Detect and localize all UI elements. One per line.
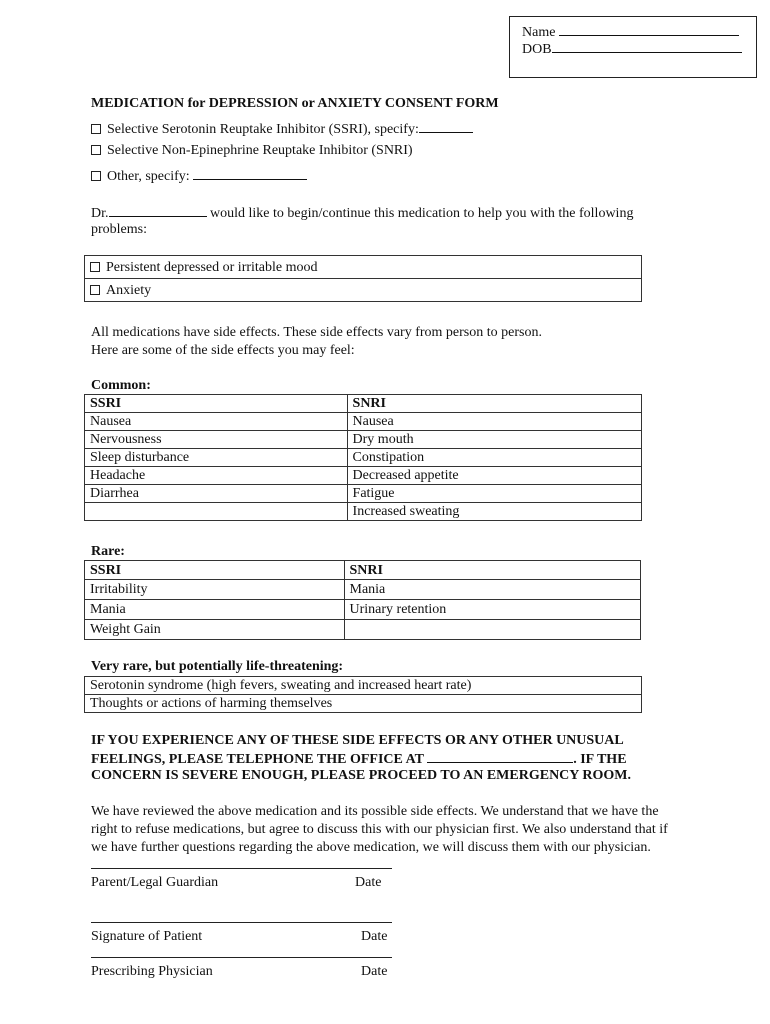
dob-row[interactable] — [522, 39, 742, 59]
name-label: Name — [522, 25, 556, 40]
doctor-name-field[interactable] — [109, 203, 207, 217]
table-row — [85, 449, 642, 467]
med-option-ssri[interactable] — [91, 119, 473, 139]
office-phone-field[interactable] — [427, 749, 573, 763]
table-cell: Thoughts or actions of harming themselves — [85, 695, 642, 713]
header-cell: SSRI — [85, 395, 348, 413]
table-row — [85, 431, 642, 449]
patient-info-box — [509, 16, 757, 78]
very-rare-heading: Very rare, but potentially life-threatening: — [91, 659, 344, 674]
med-option-other[interactable] — [91, 166, 307, 186]
table-row — [85, 279, 642, 302]
guardian-signature-label: Parent/Legal Guardian — [91, 875, 219, 890]
physician-signature-label: Prescribing Physician — [91, 964, 213, 979]
guardian-signature-line[interactable] — [91, 868, 392, 869]
ssri-specify-field[interactable] — [419, 119, 473, 133]
common-heading: Common: — [91, 378, 151, 393]
table-cell: Diarrhea — [85, 485, 348, 503]
med-option-snri[interactable] — [91, 142, 413, 160]
physician-signature-line[interactable] — [91, 957, 392, 958]
dr-suffix: would like to begin/continue this medication to help you with the following — [210, 206, 634, 221]
table-cell: Increased sweating — [347, 503, 641, 521]
table-cell: Serotonin syndrome (high fevers, sweating and increased heart rate) — [85, 677, 642, 695]
guardian-date-label: Date — [355, 875, 382, 890]
table-header-row — [85, 561, 641, 580]
table-row — [85, 413, 642, 431]
snri-label: Selective Non-Epinephrine Reuptake Inhibitor (SNRI) — [107, 143, 413, 158]
table-cell: Constipation — [347, 449, 641, 467]
agreement-line-3: we have further questions regarding the above medication, we will discuss them with our physician. — [91, 840, 651, 855]
warning-line-2 — [91, 749, 627, 769]
common-table — [84, 394, 642, 521]
problem-checkbox[interactable] — [90, 285, 100, 295]
problem-checkbox[interactable] — [90, 262, 100, 272]
warning-line-2-suffix: . IF THE — [573, 752, 627, 767]
doctor-statement — [91, 203, 633, 223]
rare-table — [84, 560, 641, 640]
ssri-label: Selective Serotonin Reuptake Inhibitor (SSRI), specify: — [107, 122, 419, 137]
table-cell: Fatigue — [347, 485, 641, 503]
rare-heading: Rare: — [91, 544, 125, 559]
side-effects-intro-2: Here are some of the side effects you may feel: — [91, 343, 355, 358]
table-row — [85, 503, 642, 521]
other-label: Other, specify: — [107, 169, 190, 184]
form-title: MEDICATION for DEPRESSION or ANXIETY CONSENT FORM — [91, 96, 499, 111]
table-cell: Decreased appetite — [347, 467, 641, 485]
table-cell: Nervousness — [85, 431, 348, 449]
side-effects-intro-1: All medications have side effects. These side effects vary from person to person. — [91, 325, 542, 340]
table-row — [85, 467, 642, 485]
dob-field[interactable] — [552, 39, 742, 53]
problem-cell[interactable] — [85, 279, 642, 302]
patient-date-label: Date — [361, 929, 388, 944]
table-row — [85, 600, 641, 620]
table-cell: Nausea — [347, 413, 641, 431]
table-cell: Headache — [85, 467, 348, 485]
table-cell: Weight Gain — [85, 620, 345, 640]
table-cell: Urinary retention — [344, 600, 641, 620]
header-cell: SNRI — [344, 561, 641, 580]
table-cell — [344, 620, 641, 640]
table-row — [85, 677, 642, 695]
table-row — [85, 620, 641, 640]
other-specify-field[interactable] — [193, 166, 307, 180]
table-row — [85, 580, 641, 600]
warning-line-3: CONCERN IS SEVERE ENOUGH, PLEASE PROCEED TO AN EMERGENCY ROOM. — [91, 768, 631, 783]
header-cell: SNRI — [347, 395, 641, 413]
table-row — [85, 485, 642, 503]
dr-line2: problems: — [91, 222, 147, 237]
table-cell: Mania — [344, 580, 641, 600]
other-checkbox[interactable] — [91, 171, 101, 181]
ssri-checkbox[interactable] — [91, 124, 101, 134]
patient-signature-line[interactable] — [91, 922, 392, 923]
physician-date-label: Date — [361, 964, 388, 979]
header-cell: SSRI — [85, 561, 345, 580]
problem-cell[interactable] — [85, 256, 642, 279]
agreement-line-1: We have reviewed the above medication and its possible side effects. We understand that we have the — [91, 804, 659, 819]
snri-checkbox[interactable] — [91, 145, 101, 155]
problems-table — [84, 255, 642, 302]
name-field[interactable] — [559, 22, 739, 36]
table-row — [85, 256, 642, 279]
dr-prefix: Dr. — [91, 206, 109, 221]
agreement-line-2: right to refuse medications, but agree to discuss this with our physician first. We also understand that if — [91, 822, 668, 837]
table-cell: Sleep disturbance — [85, 449, 348, 467]
table-cell: Mania — [85, 600, 345, 620]
table-cell — [85, 503, 348, 521]
table-cell: Irritability — [85, 580, 345, 600]
warning-line-2-prefix: FEELINGS, PLEASE TELEPHONE THE OFFICE AT — [91, 752, 424, 767]
table-cell: Nausea — [85, 413, 348, 431]
patient-signature-label: Signature of Patient — [91, 929, 203, 944]
table-header-row — [85, 395, 642, 413]
table-cell: Dry mouth — [347, 431, 641, 449]
very-rare-table — [84, 676, 642, 713]
problem-label: Persistent depressed or irritable mood — [106, 259, 318, 275]
problem-label: Anxiety — [106, 282, 152, 298]
dob-label: DOB — [522, 42, 552, 57]
table-row — [85, 695, 642, 713]
warning-line-1: IF YOU EXPERIENCE ANY OF THESE SIDE EFFECTS OR ANY OTHER UNUSUAL — [91, 733, 624, 748]
